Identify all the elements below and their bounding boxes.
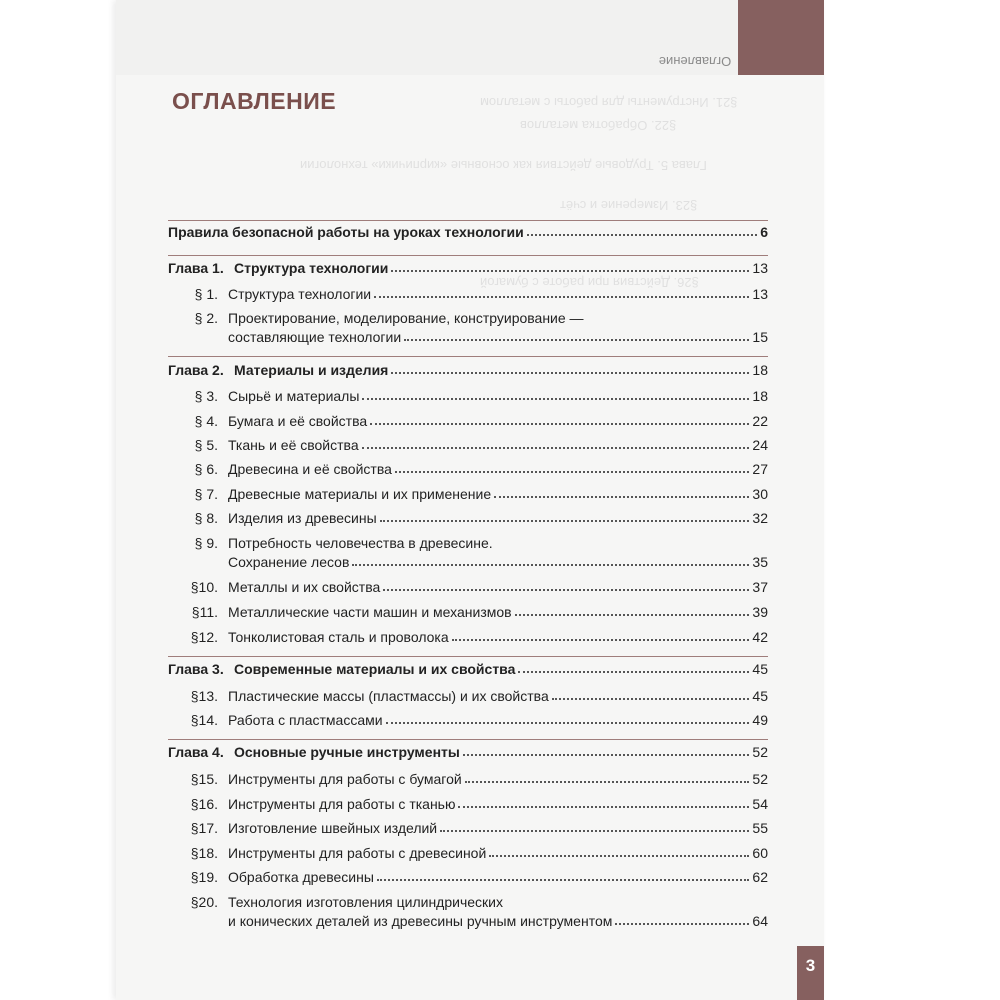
dot-leader [380, 520, 750, 522]
dot-leader [377, 879, 750, 881]
dot-leader [465, 781, 750, 783]
dot-leader [362, 447, 750, 449]
entry-label: §14. Работа с пластмассами [168, 712, 383, 728]
page-ref: 37 [752, 579, 768, 595]
entry-label: Сохранение лесов [228, 554, 350, 570]
toc-item [168, 510, 768, 526]
entry-label: § 8. Изделия из древесины [168, 510, 377, 526]
page-ref: 32 [752, 510, 768, 526]
page-ref: 6 [760, 224, 768, 240]
entry-label: §15. Инструменты для работы с бумагой [168, 771, 462, 787]
separator [168, 656, 768, 657]
entry-label: § 2. Проектирование, моделирование, конструирование — [168, 310, 584, 326]
dot-leader [458, 806, 749, 808]
entry-label: §16. Инструменты для работы с тканью [168, 796, 455, 812]
page-ref: 52 [752, 771, 768, 787]
section-number: § 6. [194, 461, 218, 477]
dot-leader [383, 589, 749, 591]
dot-leader [463, 754, 750, 756]
entry-label: §18. Инструменты для работы с древесиной [168, 845, 486, 861]
toc-item [168, 413, 768, 429]
section-number: §20. [190, 894, 218, 910]
ghost-text: Глава 5. Трудовые действия как основные «кирпичики» технологии [300, 158, 707, 173]
page-ref: 18 [752, 388, 768, 404]
entry-label: Глава 1. Структура технологии [168, 260, 389, 276]
entry-label: §13. Пластические массы (пластмассы) и их свойства [168, 688, 549, 704]
toc-item [168, 869, 768, 885]
dot-leader [494, 496, 749, 498]
entry-label: Глава 2. Материалы и изделия [168, 362, 389, 378]
dot-leader [391, 270, 749, 272]
section-number: §17. [190, 820, 218, 836]
entry-label: § 7. Древесные материалы и их применение [168, 486, 491, 502]
entry-label: Правила безопасной работы на уроках технологии [168, 224, 524, 240]
page-ref: 39 [752, 604, 768, 620]
page-ref: 13 [752, 286, 768, 302]
ghost-text: §22. Обработка металлов [520, 118, 677, 133]
page-number: 3 [805, 956, 816, 975]
entry-label: §19. Обработка древесины [168, 869, 374, 885]
section-number: §14. [190, 712, 218, 728]
toc-item-continuation [168, 329, 768, 345]
page-ref: 49 [752, 712, 768, 728]
dot-leader [552, 698, 750, 700]
dot-leader [615, 923, 749, 925]
dot-leader [452, 639, 750, 641]
header-accent-bar [738, 0, 824, 75]
section-number: §11. [191, 604, 218, 620]
entry-label: § 9. Потребность человечества в древесине. [168, 535, 493, 551]
entry-label: § 1. Структура технологии [168, 286, 371, 302]
entry-label: § 3. Сырьё и материалы [168, 388, 359, 404]
entry-label: составляющие технологии [228, 329, 402, 345]
page-ref: 30 [752, 486, 768, 502]
section-number: §16. [190, 796, 218, 812]
dot-leader [391, 372, 749, 374]
dot-leader [370, 423, 749, 425]
page-ref: 18 [752, 362, 768, 378]
ghost-text: §26. Действия при работе с бумагой [480, 275, 699, 290]
entry-label: §12. Тонколистовая сталь и проволока [168, 629, 449, 645]
dot-leader [527, 234, 757, 236]
toc-item [168, 437, 768, 453]
toc-chapter-2 [168, 362, 768, 378]
section-number: § 5. [194, 437, 218, 453]
page-ref: 24 [752, 437, 768, 453]
entry-label: и конических деталей из древесины ручным инструментом [228, 913, 613, 929]
toc-item-continuation [168, 913, 768, 929]
ghost-text: §23. Измерение и счёт [560, 198, 698, 213]
entry-label: §17. Изготовление швейных изделий [168, 820, 437, 836]
section-number: §12. [190, 629, 218, 645]
separator [168, 739, 768, 740]
page-ref: 52 [752, 744, 768, 760]
section-number: § 3. [194, 388, 218, 404]
chapter-number: Глава 1. [168, 260, 224, 276]
separator [168, 220, 768, 221]
entry-label: §20. Технология изготовления цилиндрических [168, 894, 503, 910]
toc-chapter-3 [168, 661, 768, 677]
toc-item [168, 310, 768, 326]
page-ref: 45 [752, 661, 768, 677]
dot-leader [518, 671, 749, 673]
toc-entry-safety [168, 224, 768, 240]
page-ref: 22 [752, 413, 768, 429]
dot-leader [386, 722, 750, 724]
entry-label: §11. Металлические части машин и механизмов [168, 604, 512, 620]
entry-label: §10. Металлы и их свойства [168, 579, 380, 595]
section-number: §13. [190, 688, 218, 704]
toc-item [168, 845, 768, 861]
section-number: §19. [190, 869, 218, 885]
section-number: § 9. [194, 535, 218, 551]
toc-item-continuation [168, 554, 768, 570]
section-number: § 7. [194, 486, 218, 502]
toc-item [168, 461, 768, 477]
toc-chapter-1 [168, 260, 768, 276]
toc-item [168, 820, 768, 836]
toc-item [168, 486, 768, 502]
section-number: § 4. [194, 413, 218, 429]
entry-label: Глава 4. Основные ручные инструменты [168, 744, 460, 760]
dot-leader [374, 296, 749, 298]
toc-item [168, 388, 768, 404]
page-ref: 60 [752, 845, 768, 861]
page-ref: 15 [752, 329, 768, 345]
toc-item [168, 771, 768, 787]
section-number: § 8. [194, 510, 218, 526]
dot-leader [362, 398, 749, 400]
dot-leader [395, 471, 750, 473]
page-ref: 54 [752, 796, 768, 812]
toc-chapter-4 [168, 744, 768, 760]
page-ref: 55 [752, 820, 768, 836]
section-number: §18. [190, 845, 218, 861]
dot-leader [489, 855, 749, 857]
separator [168, 356, 768, 357]
page-ref: 64 [752, 913, 768, 929]
ghost-text: §21. Инструменты для работы с металлом [480, 95, 738, 110]
toc-item [168, 688, 768, 704]
toc-item [168, 535, 768, 551]
dot-leader [352, 564, 749, 566]
chapter-number: Глава 4. [168, 744, 224, 760]
page-ref: 27 [752, 461, 768, 477]
page-ref: 45 [752, 688, 768, 704]
section-number: §10. [190, 579, 218, 595]
toc-item [168, 894, 768, 910]
section-number: § 1. [194, 286, 218, 302]
page-ref: 42 [752, 629, 768, 645]
entry-label: § 5. Ткань и её свойства [168, 437, 359, 453]
entry-label: Глава 3. Современные материалы и их свойства [168, 661, 516, 677]
dot-leader [515, 614, 750, 616]
section-number: §15. [190, 771, 218, 787]
chapter-number: Глава 3. [168, 661, 224, 677]
toc-item [168, 604, 768, 620]
separator [168, 255, 768, 256]
toc-item [168, 286, 768, 302]
page-ref: 35 [752, 554, 768, 570]
toc-item [168, 629, 768, 645]
dot-leader [440, 830, 749, 832]
page-ref: 13 [752, 260, 768, 276]
page-title: ОГЛАВЛЕНИЕ [172, 88, 337, 114]
entry-label: § 4. Бумага и её свойства [168, 413, 367, 429]
toc-item [168, 712, 768, 728]
toc-item [168, 796, 768, 812]
entry-label: § 6. Древесина и её свойства [168, 461, 392, 477]
running-header: Оглавление [658, 54, 732, 69]
chapter-number: Глава 2. [168, 362, 224, 378]
page-ref: 62 [752, 869, 768, 885]
page-number-box [797, 946, 824, 1000]
toc-item [168, 579, 768, 595]
section-number: § 2. [194, 310, 218, 326]
dot-leader [404, 339, 749, 341]
